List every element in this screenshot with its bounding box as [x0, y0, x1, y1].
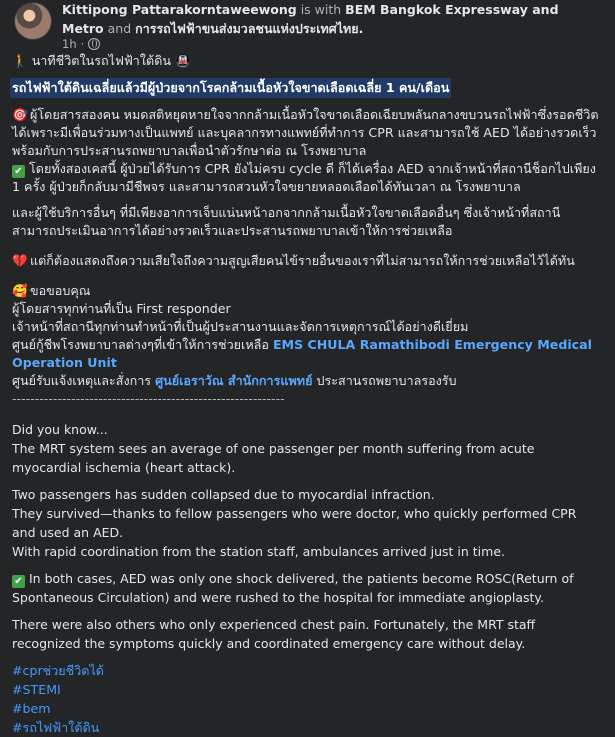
- thanks-line-1: ผู้โดยสารทุกท่านที่เป็น First responder: [12, 301, 231, 316]
- thanks-line-4: ศูนย์รับแจ้งเหตุและสั่งการ ศูนย์เอราวัณ สำนักการแพทย์ ประสานรถพยาบาลรองรับ: [12, 373, 457, 388]
- with-text: is with: [300, 2, 342, 17]
- and-text: and: [107, 21, 132, 36]
- paragraph-3: และผู้ใช้บริการอื่นๆ ที่มีเพียงอาการเจ็บแน่นหน้าอกจากกล้ามเนื้อหัวใจขาดเลือดอื่นๆ ซึ่งเจ้าหน้าที่สถานีสามารถประเมินอาการได้อย่างรวดเร็วและประสานรถพยาบาลเข้าให้การช่วยเหลือ: [12, 205, 561, 238]
- hashtag[interactable]: #รถไฟฟ้าใต้ดิน: [12, 720, 100, 735]
- post-header: [12, 0, 603, 52]
- check-icon: ✔: [12, 575, 25, 588]
- tagged-org-2[interactable]: การรถไฟฟ้าขนส่งมวลชนแห่งประเทศไทย.: [135, 21, 364, 36]
- ems-link[interactable]: EMS CHULA Ramathibodi Emergency Medical Operation Unit: [12, 337, 592, 370]
- hashtag[interactable]: #bem: [12, 701, 51, 716]
- en-line-3: Two passengers has sudden collapsed due to myocardial infraction.: [12, 487, 435, 502]
- globe-icon: [88, 38, 100, 50]
- walking-icon: 🚶: [12, 53, 28, 68]
- en-line-4: They survived—thanks to fellow passengers who were doctor, who quickly performed CPR and used an AED.: [12, 506, 577, 540]
- paragraph-2: ✔ โดยทั้งสองเคสนี้ ผู้ป่วยได้รับการ CPR ยังไม่ครบ cycle ดี ก็ได้เครื่อง AED จากเจ้าหน้าที่สถานีช็อกไปเพียง 1 ครั้ง ผู้ป่วยก็กลับมามีชีพจร และสามารถสวนหัวใจขยายหลอดเลือดได้ทันเวลา ณ โรงพยาบาล: [12, 161, 596, 194]
- metro-icon: 🚇: [175, 53, 191, 68]
- post-time[interactable]: 1h: [62, 37, 77, 51]
- thanks-line-2: เจ้าหน้าที่สถานีทุกท่านทำหน้าที่เป็นผู้ประสานงานและจัดการเหตุการณ์ได้อย่างดีเยี่ยม: [12, 319, 469, 334]
- hashtag-list: [12, 661, 603, 737]
- thanks-heading: 🥰 ขอขอบคุณ: [12, 283, 91, 298]
- post-body: [12, 52, 603, 737]
- erawan-link[interactable]: ศูนย์เอราวัณ สำนักการแพทย์: [155, 373, 313, 388]
- tagged-org-1[interactable]: BEM Bangkok Expressway and Metro: [62, 2, 559, 36]
- en-line-7: There were also others who only experienced chest pain. Fortunately, the MRT staff recognized the symptoms quickly and coordinated emergency care without delay.: [12, 617, 536, 651]
- broken-heart-icon: 💔: [12, 253, 28, 268]
- author-name[interactable]: Kittipong Pattarakorntaweewong: [62, 2, 297, 17]
- avatar[interactable]: [14, 2, 52, 40]
- en-line-6: ✔ In both cases, AED was only one shock delivered, the patients become ROSC(Return of Spontaneous Circulation) and were rushed to the hospital for immediate angioplasty.: [12, 571, 574, 605]
- smiling-hearts-icon: 🥰: [12, 283, 28, 298]
- hashtag[interactable]: #STEMI: [12, 682, 61, 697]
- check-icon: ✔: [12, 165, 25, 178]
- en-line-1: Did you know...: [12, 422, 108, 437]
- paragraph-4: 💔 แต่ก็ต้องแสดงถึงความเสียใจถึงความสูญเสียคนไข้รายอื่นของเราที่ไม่สามารถให้การช่วยเหลือไว้ได้ทัน: [12, 253, 575, 268]
- post-attribution: [62, 0, 595, 38]
- highlighted-headline: รถไฟฟ้าใต้ดินเฉลี่ยแล้วมีผู้ป่วยจากโรคกล้ามเนื้อหัวใจขาดเลือดเฉลี่ย 1 คน/เดือน: [10, 78, 451, 98]
- en-line-5: With rapid coordination from the station staff, ambulances arrived just in time.: [12, 544, 505, 559]
- post-line-1: 🚶 นาทีชีวิตในรถไฟฟ้าใต้ดิน 🚇: [12, 53, 191, 68]
- paragraph-1: 🎯 ผู้โดยสารสองคน หมดสติหยุดหายใจจากกล้ามเนื้อหัวใจขาดเลือดเฉียบพลันกลางขบวนรถไฟฟ้าซึ่งรอดชีวิตได้เพราะมีเพื่อนร่วมทางเป็นแพทย์ และบุคลากรทางแพทย์ที่ทำการ CPR และสามารถใช้ AED ได้อย่างรวดเร็ว พร้อมกับการประสานรถพยาบาลเพื่อนำตัวรักษาต่อ ณ โรงพยาบาล: [12, 107, 599, 158]
- meta-dot: ·: [80, 37, 85, 51]
- thanks-line-3: ศูนย์กู้ชีพโรงพยาบาลต่างๆที่เข้าให้การช่วยเหลือ EMS CHULA Ramathibodi Emergency Medical Operation Unit: [12, 337, 592, 370]
- hashtag[interactable]: #cprช่วยชีวิตได้: [12, 663, 104, 678]
- target-icon: 🎯: [12, 107, 28, 122]
- en-line-2: The MRT system sees an average of one passenger per month suffering from acute myocardial ischemia (heart attack).: [12, 441, 535, 475]
- post-meta: [62, 37, 100, 51]
- divider-line: ------------------------------------------------------------: [12, 391, 285, 406]
